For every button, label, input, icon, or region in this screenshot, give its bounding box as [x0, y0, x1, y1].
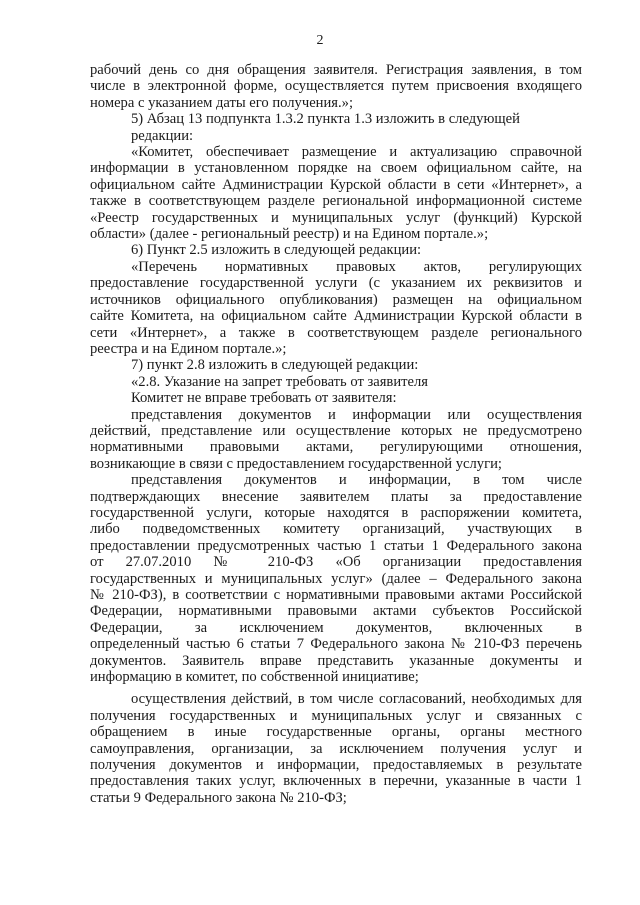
paragraph	[90, 128, 582, 144]
paragraph	[90, 242, 582, 258]
text-line: обращением в иные государственные органы, органы местного	[90, 724, 582, 741]
text-line: либо подведомственных комитету организаций, участвующих в	[90, 521, 582, 538]
text-line: «2.8. Указание на запрет требовать от заявителя	[131, 373, 428, 390]
text-line: «Реестр государственных и муниципальных услуг (функций) Курской	[90, 209, 582, 226]
document-body	[90, 62, 582, 806]
text-line: представления документов и информации, в том числе	[131, 472, 582, 489]
text-line: информацию в комитет, по собственной инициативе;	[90, 669, 419, 686]
paragraph	[90, 407, 582, 473]
text-line: Федерации, нормативными правовыми актами субъектов Российской	[90, 603, 582, 620]
text-line: получения документов и информации, предоставляемых в результате	[90, 757, 582, 774]
text-line: определенный частью 6 статьи 7 Федерального закона № 210-ФЗ перечень	[90, 636, 582, 653]
text-line: государственной услуги, которые находятся в распоряжении комитета,	[90, 504, 582, 521]
text-line: осуществления действий, в том числе согласований, необходимых для	[131, 691, 582, 708]
text-line: области» (далее - региональный реестр) и на Едином портале.»;	[90, 226, 489, 243]
paragraph	[90, 357, 582, 373]
paragraph	[90, 144, 582, 242]
paragraph	[90, 259, 582, 357]
text-line: предоставление государственной услуги (с указанием их реквизитов и	[90, 275, 582, 292]
text-line: предоставления таких услуг, включенных в перечни, указанные в части 1	[90, 773, 582, 790]
text-line: 6) Пункт 2.5 изложить в следующей редакции:	[131, 242, 422, 259]
text-line: государственных и муниципальных услуг» (далее – Федерального закона	[90, 570, 582, 587]
text-line: информации в установленном порядке на своем официальном сайте, на	[90, 160, 582, 177]
paragraph	[90, 691, 582, 806]
text-line: «Перечень нормативных правовых актов, регулирующих	[131, 258, 582, 275]
text-line: сайте Комитета, на официальном сайте Администрации Курской области в	[90, 308, 582, 325]
text-line: возникающие в связи с предоставлением государственной услуги;	[90, 455, 502, 472]
text-line: сети «Интернет», а также в соответствующем разделе регионального	[90, 324, 582, 341]
paragraph	[90, 62, 582, 111]
text-line: № 210-ФЗ), в соответствии с нормативными правовыми актами Российской	[90, 587, 582, 603]
text-line: рабочий день со дня обращения заявителя. Регистрация заявления, в том	[90, 62, 582, 78]
text-line: предоставлении предусмотренных частью 1 статьи 1 Федерального закона	[90, 537, 582, 554]
text-line: действий, представление или осуществление которых не предусмотрено	[90, 422, 582, 439]
text-line: документов. Заявитель вправе представить указанные документы и	[90, 652, 582, 669]
text-line: Комитет не вправе требовать от заявителя:	[131, 390, 397, 407]
text-line: числе в электронной форме, осуществляется путем присвоения входящего	[90, 78, 582, 95]
text-line: нормативными правовыми актами, регулирующими отношения,	[90, 439, 582, 456]
text-line: самоуправления, организации, за исключением получения услуг и	[90, 740, 582, 757]
text-line: официальном сайте Администрации Курской области в сети «Интернет», а	[90, 176, 582, 193]
text-line: от 27.07.2010 № 210-ФЗ «Об организации предоставления	[90, 554, 582, 571]
text-line: статьи 9 Федерального закона № 210-ФЗ;	[90, 789, 347, 806]
text-line: реестра и на Едином портале.»;	[90, 340, 287, 357]
paragraph	[90, 390, 582, 406]
text-line: 5) Абзац 13 подпункта 1.3.2 пункта 1.3 изложить в следующей	[131, 111, 520, 128]
text-line: номера с указанием даты его получения.»;	[90, 94, 354, 111]
paragraph	[90, 111, 582, 127]
text-line: представления документов и информации или осуществления	[131, 406, 582, 423]
text-line: подтверждающих внесение заявителем платы за предоставление	[90, 488, 582, 505]
text-line: редакции:	[131, 127, 194, 144]
text-line: Федерации, за исключением документов, включенных в	[90, 619, 582, 636]
text-line: «Комитет, обеспечивает размещение и актуализацию справочной	[131, 144, 582, 161]
text-line: получения государственных и муниципальных услуг и связанных с	[90, 707, 582, 724]
text-line: источников официального опубликования) размещен на официальном	[90, 291, 582, 308]
page-number: 2	[316, 33, 324, 48]
paragraph	[90, 374, 582, 390]
text-line: также в соответствующем разделе региональной информационной системе	[90, 193, 582, 210]
text-line: 7) пункт 2.8 изложить в следующей редакции:	[131, 357, 419, 374]
paragraph	[90, 472, 582, 685]
